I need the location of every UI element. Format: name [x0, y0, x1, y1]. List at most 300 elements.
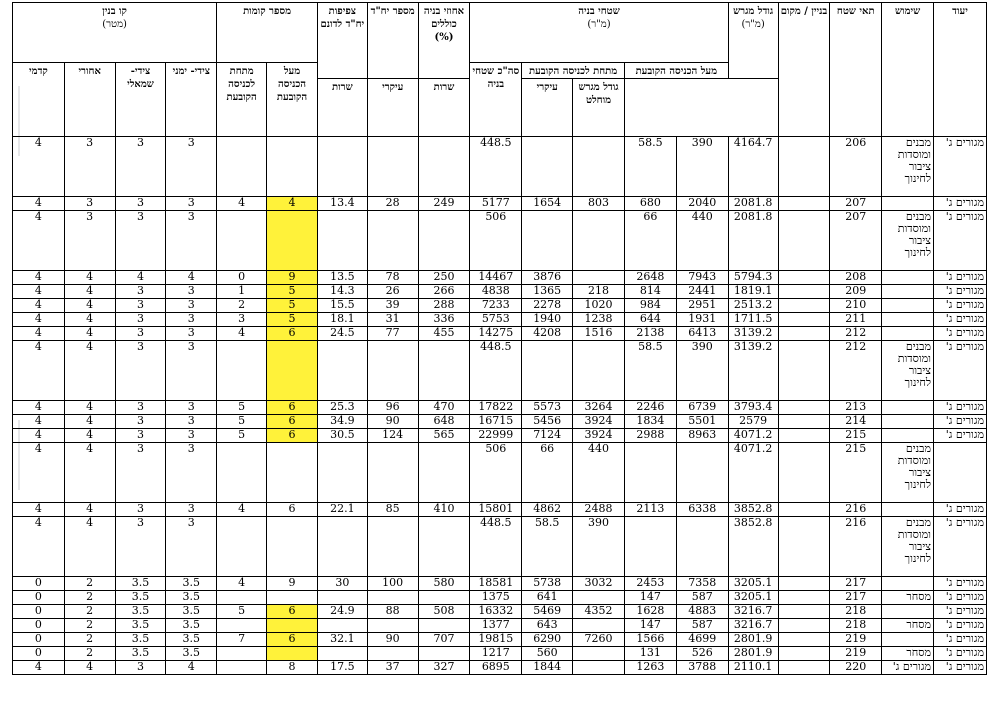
sa-sherut-cell: 2648 [624, 271, 676, 285]
header-sb-ikari: עיקרי [367, 79, 418, 137]
shimush-cell [882, 503, 934, 517]
tsidi-smali-cell: 3 [115, 443, 166, 503]
sach-shetach-cell: 448.5 [470, 341, 522, 401]
kidmi-cell: 0 [13, 619, 65, 633]
yachad-cell: 78 [367, 271, 418, 285]
komot-maal-cell: 6 [267, 401, 318, 415]
sa-sherut-cell: 1628 [624, 605, 676, 619]
sb-ikari-cell: 7260 [573, 633, 625, 647]
sa-sherut-cell: 58.5 [624, 137, 676, 197]
sa-sherut-cell: 644 [624, 313, 676, 327]
achuz-cell: 455 [418, 327, 470, 341]
tsidi-yemani-cell: 3.5 [166, 591, 217, 605]
tsidi-smali-cell: 3 [115, 299, 166, 313]
header-godel-migrash: גודל מגרש (מ"ר) [728, 3, 778, 79]
achuz-cell [418, 443, 470, 503]
achori-cell: 3 [64, 137, 115, 197]
yachad-cell [367, 517, 418, 577]
yiud-cell: מגורים ג' [934, 299, 987, 313]
godel-migrash-cell: 1819.1 [728, 285, 778, 299]
binyan-makom-cell [778, 341, 830, 401]
taei-shetach-cell: 212 [830, 327, 882, 341]
shimush-cell: מבנים ומוסדות ציבור לחינוך [882, 443, 934, 503]
sb-sherut-cell [522, 211, 573, 271]
tsfifut-cell: 25.3 [317, 401, 367, 415]
komot-mitachat-cell [217, 661, 267, 675]
kidmi-cell: 4 [13, 197, 65, 211]
komot-maal-cell: 6 [267, 605, 318, 619]
yachad-cell: 39 [367, 299, 418, 313]
yiud-cell: מגורים ג' [934, 517, 987, 577]
komot-maal-cell [267, 443, 318, 503]
sa-ikari-cell [676, 517, 728, 577]
kidmi-cell: 4 [13, 327, 65, 341]
achuz-cell: 250 [418, 271, 470, 285]
achuz-cell: 266 [418, 285, 470, 299]
binyan-makom-cell [778, 503, 830, 517]
yachad-cell: 90 [367, 633, 418, 647]
tsidi-yemani-cell: 3 [166, 503, 217, 517]
achori-cell: 4 [64, 327, 115, 341]
header-shimush: שימוש [882, 3, 934, 137]
yachad-cell [367, 211, 418, 271]
sa-ikari-cell: 587 [676, 591, 728, 605]
komot-mitachat-cell: 3 [217, 313, 267, 327]
binyan-makom-cell [778, 285, 830, 299]
tsidi-smali-cell: 3 [115, 137, 166, 197]
sach-shetach-cell: 448.5 [470, 517, 522, 577]
kidmi-cell: 0 [13, 647, 65, 661]
taei-shetach-cell: 215 [830, 429, 882, 443]
achuz-cell: 565 [418, 429, 470, 443]
achori-cell: 4 [64, 443, 115, 503]
yiud-cell: מגורים ג' [934, 341, 987, 401]
sb-sherut-cell: 1365 [522, 285, 573, 299]
achuz-cell [418, 647, 470, 661]
komot-maal-cell: 4 [267, 197, 318, 211]
sb-ikari-cell: 390 [573, 517, 625, 577]
godel-migrash-cell: 5794.3 [728, 271, 778, 285]
kidmi-cell: 4 [13, 401, 65, 415]
shimush-cell [882, 299, 934, 313]
table-row [13, 327, 987, 341]
tsidi-yemani-cell: 3 [166, 401, 217, 415]
komot-mitachat-cell: 0 [217, 271, 267, 285]
komot-maal-cell [267, 341, 318, 401]
tsidi-smali-cell: 3 [115, 327, 166, 341]
table-row [13, 517, 987, 577]
sa-ikari-cell: 2441 [676, 285, 728, 299]
yachad-cell: 77 [367, 327, 418, 341]
tsfifut-cell [317, 211, 367, 271]
godel-migrash-cell: 3216.7 [728, 605, 778, 619]
sa-sherut-cell: 2113 [624, 503, 676, 517]
kidmi-cell: 4 [13, 299, 65, 313]
header-mitachat-knisa: מתחת לכניסה הקובעת [522, 63, 625, 79]
sb-ikari-cell: 1516 [573, 327, 625, 341]
godel-migrash-cell: 2081.8 [728, 211, 778, 271]
taei-shetach-cell: 216 [830, 517, 882, 577]
tsfifut-cell [317, 341, 367, 401]
godel-migrash-cell: 2513.2 [728, 299, 778, 313]
sb-sherut-cell: 66 [522, 443, 573, 503]
sa-sherut-cell: 2453 [624, 577, 676, 591]
komot-mitachat-cell: 4 [217, 503, 267, 517]
achori-cell: 2 [64, 591, 115, 605]
binyan-makom-cell [778, 577, 830, 591]
achuz-cell: 288 [418, 299, 470, 313]
header-binyan-makom: בניין / מקום [778, 3, 830, 137]
sa-ikari-cell: 7943 [676, 271, 728, 285]
tsfifut-cell [317, 443, 367, 503]
tsidi-smali-cell: 3 [115, 661, 166, 675]
shimush-cell [882, 605, 934, 619]
sa-ikari-cell: 6413 [676, 327, 728, 341]
table-row [13, 503, 987, 517]
komot-maal-cell: 8 [267, 661, 318, 675]
sb-sherut-cell: 5469 [522, 605, 573, 619]
shimush-cell [882, 401, 934, 415]
achuz-cell: 327 [418, 661, 470, 675]
sb-ikari-cell [573, 211, 625, 271]
sb-ikari-cell [573, 647, 625, 661]
tsfifut-cell [317, 137, 367, 197]
komot-mitachat-cell: 2 [217, 299, 267, 313]
sb-sherut-cell [522, 137, 573, 197]
godel-migrash-cell: 3852.8 [728, 517, 778, 577]
yiud-cell: מגורים ג' [934, 619, 987, 633]
yiud-cell: מגורים ג' [934, 591, 987, 605]
binyan-makom-cell [778, 299, 830, 313]
sa-ikari-cell: 6739 [676, 401, 728, 415]
godel-migrash-cell: 1711.5 [728, 313, 778, 327]
yachad-cell: 96 [367, 401, 418, 415]
sach-shetach-cell: 4838 [470, 285, 522, 299]
yiud-cell: מגורים ג' [934, 401, 987, 415]
sb-ikari-cell [573, 271, 625, 285]
yiud-cell: מגורים ג' [934, 633, 987, 647]
sach-shetach-cell: 18581 [470, 577, 522, 591]
sb-sherut-cell: 7124 [522, 429, 573, 443]
achori-cell: 4 [64, 429, 115, 443]
achori-cell: 4 [64, 285, 115, 299]
sach-shetach-cell: 1217 [470, 647, 522, 661]
tsidi-yemani-cell: 3 [166, 313, 217, 327]
kidmi-cell: 4 [13, 313, 65, 327]
godel-migrash-cell: 4164.7 [728, 137, 778, 197]
komot-maal-cell: 6 [267, 415, 318, 429]
achuz-cell [418, 137, 470, 197]
binyan-makom-cell [778, 661, 830, 675]
shimush-cell [882, 429, 934, 443]
shimush-cell: מבנים ומוסדות ציבור לחינוך [882, 517, 934, 577]
tsidi-smali-cell: 3 [115, 517, 166, 577]
binyan-makom-cell [778, 313, 830, 327]
taei-shetach-cell: 208 [830, 271, 882, 285]
sa-sherut-cell: 58.5 [624, 341, 676, 401]
header-achori: אחורי [64, 63, 115, 137]
achuz-cell: 249 [418, 197, 470, 211]
sb-sherut-cell: 1844 [522, 661, 573, 675]
sb-ikari-cell [573, 619, 625, 633]
sa-ikari-cell: 4883 [676, 605, 728, 619]
sb-ikari-cell: 3924 [573, 415, 625, 429]
achori-cell: 4 [64, 401, 115, 415]
tsfifut-cell: 13.5 [317, 271, 367, 285]
tsidi-smali-cell: 3 [115, 503, 166, 517]
sach-shetach-cell: 22999 [470, 429, 522, 443]
kidmi-cell: 4 [13, 661, 65, 675]
table-row [13, 577, 987, 591]
sa-sherut-cell: 147 [624, 591, 676, 605]
tsfifut-cell: 24.9 [317, 605, 367, 619]
tsidi-smali-cell: 3 [115, 341, 166, 401]
building-rights-table [12, 2, 987, 675]
tsidi-smali-cell: 4 [115, 271, 166, 285]
table-row [13, 443, 987, 503]
achori-cell: 4 [64, 299, 115, 313]
taei-shetach-cell: 207 [830, 197, 882, 211]
sa-sherut-cell: 131 [624, 647, 676, 661]
tsfifut-cell: 32.1 [317, 633, 367, 647]
shimush-cell: מסחר [882, 591, 934, 605]
komot-maal-cell [267, 137, 318, 197]
sach-shetach-cell: 5753 [470, 313, 522, 327]
godel-migrash-cell: 3139.2 [728, 327, 778, 341]
sa-sherut-cell: 984 [624, 299, 676, 313]
achori-cell: 4 [64, 415, 115, 429]
sach-shetach-cell: 1375 [470, 591, 522, 605]
header-godel-migrash-muchlat-cell: גודל מגרש מוחלט [573, 79, 625, 137]
achori-cell: 4 [64, 271, 115, 285]
sb-sherut-cell: 1940 [522, 313, 573, 327]
sa-ikari-cell: 440 [676, 211, 728, 271]
achuz-cell [418, 517, 470, 577]
shimush-cell: מבנים ומוסדות ציבור לחינוך [882, 341, 934, 401]
yiud-cell: מגורים ג' [934, 577, 987, 591]
kidmi-cell: 4 [13, 271, 65, 285]
tsidi-yemani-cell: 3 [166, 429, 217, 443]
sb-sherut-cell: 3876 [522, 271, 573, 285]
achori-cell: 4 [64, 517, 115, 577]
komot-maal-cell: 6 [267, 429, 318, 443]
tsidi-yemani-cell: 3.5 [166, 577, 217, 591]
achori-cell: 2 [64, 633, 115, 647]
sa-sherut-cell [624, 517, 676, 577]
sa-sherut-cell: 147 [624, 619, 676, 633]
tsidi-smali-cell: 3 [115, 401, 166, 415]
sa-sherut-cell: 2988 [624, 429, 676, 443]
shimush-cell: מסחר [882, 647, 934, 661]
header-kav-binyan: קו בנין (מטר) [13, 3, 217, 63]
sb-sherut-cell: 4862 [522, 503, 573, 517]
sb-sherut-cell: 2278 [522, 299, 573, 313]
header-kidmi: קדמי [13, 63, 65, 137]
komot-maal-cell [267, 591, 318, 605]
yiud-cell [934, 443, 987, 503]
sach-shetach-cell: 19815 [470, 633, 522, 647]
sa-ikari-cell: 390 [676, 341, 728, 401]
sa-ikari-cell: 1931 [676, 313, 728, 327]
header-komot-mitachat: מתחת לכניסה הקובעת [217, 63, 267, 137]
tsidi-smali-cell: 3 [115, 197, 166, 211]
komot-maal-cell: 6 [267, 327, 318, 341]
table-row [13, 211, 987, 271]
yiud-cell: מגורים ג' [934, 313, 987, 327]
komot-mitachat-cell: 5 [217, 401, 267, 415]
table-row [13, 633, 987, 647]
sb-ikari-cell: 440 [573, 443, 625, 503]
table-row [13, 313, 987, 327]
sa-ikari-cell: 390 [676, 137, 728, 197]
achuz-cell: 410 [418, 503, 470, 517]
shimush-cell: מבנים ומוסדות ציבור לחינוך [882, 211, 934, 271]
yachad-cell: 31 [367, 313, 418, 327]
kidmi-cell: 4 [13, 429, 65, 443]
sb-sherut-cell: 5456 [522, 415, 573, 429]
shimush-cell [882, 577, 934, 591]
header-tsfifut: צפיפות יח"ד לדונם [317, 3, 367, 79]
sach-shetach-cell: 506 [470, 211, 522, 271]
taei-shetach-cell: 214 [830, 415, 882, 429]
sb-sherut-cell: 643 [522, 619, 573, 633]
shimush-cell [882, 197, 934, 211]
achuz-cell: 580 [418, 577, 470, 591]
sb-ikari-cell: 3264 [573, 401, 625, 415]
header-tsidi-smali: צידי- שמאלי [115, 63, 166, 137]
yachad-cell [367, 443, 418, 503]
tsfifut-cell: 30.5 [317, 429, 367, 443]
sa-sherut-cell: 2246 [624, 401, 676, 415]
godel-migrash-cell: 3852.8 [728, 503, 778, 517]
yachad-cell [367, 619, 418, 633]
kidmi-cell: 4 [13, 211, 65, 271]
komot-maal-cell [267, 647, 318, 661]
komot-mitachat-cell: 7 [217, 633, 267, 647]
table-row [13, 619, 987, 633]
shimush-cell [882, 415, 934, 429]
komot-maal-cell [267, 517, 318, 577]
tsidi-yemani-cell: 3 [166, 517, 217, 577]
tsidi-smali-cell: 3 [115, 211, 166, 271]
sach-shetach-cell: 448.5 [470, 137, 522, 197]
taei-shetach-cell: 215 [830, 443, 882, 503]
sach-shetach-cell: 15801 [470, 503, 522, 517]
yiud-cell: מגורים ג' [934, 271, 987, 285]
yachad-cell: 28 [367, 197, 418, 211]
sb-ikari-cell: 2488 [573, 503, 625, 517]
kidmi-cell: 0 [13, 577, 65, 591]
header-achuz-bniya: אחוזי בניה כוללים (%) [418, 3, 470, 79]
tsidi-yemani-cell: 3 [166, 299, 217, 313]
shimush-cell [882, 271, 934, 285]
sb-ikari-cell: 4352 [573, 605, 625, 619]
godel-migrash-cell: 3205.1 [728, 577, 778, 591]
sach-shetach-cell: 7233 [470, 299, 522, 313]
komot-maal-cell [267, 619, 318, 633]
sb-ikari-cell: 3032 [573, 577, 625, 591]
sach-shetach-cell: 1377 [470, 619, 522, 633]
sa-ikari-cell [676, 443, 728, 503]
sa-ikari-cell: 6338 [676, 503, 728, 517]
binyan-makom-cell [778, 271, 830, 285]
sb-sherut-cell: 5738 [522, 577, 573, 591]
achuz-cell [418, 619, 470, 633]
sach-shetach-cell: 14467 [470, 271, 522, 285]
tsfifut-cell [317, 591, 367, 605]
sb-ikari-cell: 803 [573, 197, 625, 211]
yachad-cell: 26 [367, 285, 418, 299]
table-row [13, 285, 987, 299]
yiud-cell: מגורים ג' [934, 197, 987, 211]
komot-maal-cell [267, 211, 318, 271]
komot-mitachat-cell: 4 [217, 327, 267, 341]
header-tsidi-yemani: צידי- ימני [166, 63, 217, 137]
godel-migrash-cell: 3793.4 [728, 401, 778, 415]
tsidi-yemani-cell: 3 [166, 327, 217, 341]
sach-shetach-cell: 16332 [470, 605, 522, 619]
tsfifut-cell [317, 517, 367, 577]
sa-sherut-cell: 66 [624, 211, 676, 271]
sach-shetach-cell: 16715 [470, 415, 522, 429]
header-taei-shetach: תאי שטח [830, 3, 882, 137]
taei-shetach-cell: 218 [830, 605, 882, 619]
table-row [13, 197, 987, 211]
tsfifut-cell: 30 [317, 577, 367, 591]
sa-sherut-cell: 1834 [624, 415, 676, 429]
table-body [13, 137, 987, 675]
achori-cell: 2 [64, 647, 115, 661]
achuz-cell: 508 [418, 605, 470, 619]
tsfifut-cell: 15.5 [317, 299, 367, 313]
achuz-cell: 707 [418, 633, 470, 647]
sa-ikari-cell: 7358 [676, 577, 728, 591]
taei-shetach-cell: 216 [830, 503, 882, 517]
taei-shetach-cell: 218 [830, 619, 882, 633]
tsfifut-cell: 14.3 [317, 285, 367, 299]
binyan-makom-cell [778, 605, 830, 619]
binyan-makom-cell [778, 211, 830, 271]
binyan-makom-cell [778, 429, 830, 443]
yachad-cell [367, 591, 418, 605]
binyan-makom-cell [778, 137, 830, 197]
komot-maal-cell: 5 [267, 285, 318, 299]
yachad-cell: 124 [367, 429, 418, 443]
tsidi-smali-cell: 3.5 [115, 591, 166, 605]
shimush-cell [882, 633, 934, 647]
sb-sherut-cell: 1654 [522, 197, 573, 211]
binyan-makom-cell [778, 633, 830, 647]
tsfifut-cell [317, 647, 367, 661]
godel-migrash-cell: 3139.2 [728, 341, 778, 401]
sa-ikari-cell: 526 [676, 647, 728, 661]
achori-cell: 3 [64, 211, 115, 271]
sa-ikari-cell: 2951 [676, 299, 728, 313]
binyan-makom-cell [778, 443, 830, 503]
tsidi-yemani-cell: 3 [166, 341, 217, 401]
binyan-makom-cell [778, 647, 830, 661]
tsidi-yemani-cell: 3.5 [166, 647, 217, 661]
achori-cell: 3 [64, 197, 115, 211]
tsidi-smali-cell: 3 [115, 313, 166, 327]
sach-shetach-cell: 506 [470, 443, 522, 503]
taei-shetach-cell: 219 [830, 633, 882, 647]
sb-sherut-cell: 5573 [522, 401, 573, 415]
tsidi-yemani-cell: 4 [166, 271, 217, 285]
taei-shetach-cell: 212 [830, 341, 882, 401]
komot-mitachat-cell [217, 647, 267, 661]
binyan-makom-cell [778, 619, 830, 633]
